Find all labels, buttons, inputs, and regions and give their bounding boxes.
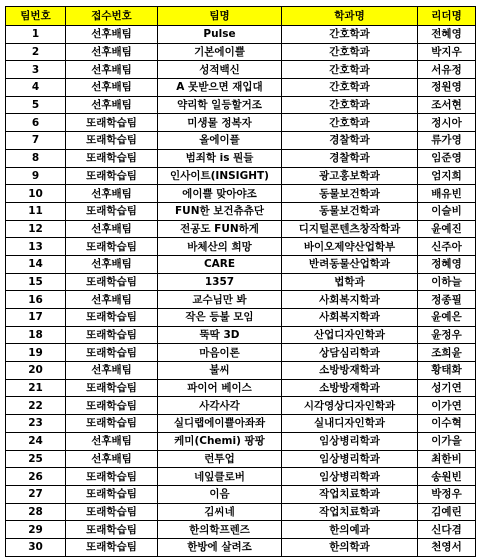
cell-team-number: 10 bbox=[6, 185, 66, 203]
table-row bbox=[6, 132, 476, 150]
cell-leader: 정원영 bbox=[418, 79, 476, 97]
cell-department: 작업치료학과 bbox=[282, 503, 418, 521]
cell-team-number: 24 bbox=[6, 432, 66, 450]
cell-application-type: 또래학습팀 bbox=[66, 397, 158, 415]
cell-team-name: 바체산의 희망 bbox=[158, 238, 282, 256]
cell-application-type: 또래학습팀 bbox=[66, 273, 158, 291]
table-row bbox=[6, 450, 476, 468]
cell-team-number: 5 bbox=[6, 96, 66, 114]
cell-department: 간호학과 bbox=[282, 43, 418, 61]
cell-team-number: 15 bbox=[6, 273, 66, 291]
cell-team-name: A 못받으면 재입대 bbox=[158, 79, 282, 97]
cell-department: 사회복지학과 bbox=[282, 291, 418, 309]
cell-team-name: FUN한 보건츄츄단 bbox=[158, 202, 282, 220]
cell-team-number: 11 bbox=[6, 202, 66, 220]
table-row bbox=[6, 538, 476, 556]
table-row bbox=[6, 485, 476, 503]
cell-application-type: 선후배팀 bbox=[66, 255, 158, 273]
cell-application-type: 선후배팀 bbox=[66, 185, 158, 203]
cell-team-name: 약리학 일등할거조 bbox=[158, 96, 282, 114]
cell-team-number: 26 bbox=[6, 468, 66, 486]
table-row bbox=[6, 149, 476, 167]
cell-team-name: 네잎클로버 bbox=[158, 468, 282, 486]
cell-application-type: 또래학습팀 bbox=[66, 149, 158, 167]
team-table bbox=[5, 6, 476, 557]
cell-leader: 윤예진 bbox=[418, 220, 476, 238]
cell-application-type: 선후배팀 bbox=[66, 79, 158, 97]
cell-department: 간호학과 bbox=[282, 114, 418, 132]
table-row bbox=[6, 61, 476, 79]
cell-team-name: 이음 bbox=[158, 485, 282, 503]
table-row bbox=[6, 238, 476, 256]
cell-team-number: 30 bbox=[6, 538, 66, 556]
cell-department: 임상병리학과 bbox=[282, 432, 418, 450]
cell-application-type: 선후배팀 bbox=[66, 291, 158, 309]
cell-application-type: 선후배팀 bbox=[66, 96, 158, 114]
cell-team-name: 작은 등불 모임 bbox=[158, 309, 282, 327]
cell-team-number: 16 bbox=[6, 291, 66, 309]
table-row bbox=[6, 114, 476, 132]
team-table-container bbox=[5, 6, 476, 557]
cell-application-type: 또래학습팀 bbox=[66, 326, 158, 344]
cell-team-name: 불씨 bbox=[158, 362, 282, 380]
cell-department: 작업치료학과 bbox=[282, 485, 418, 503]
cell-team-number: 2 bbox=[6, 43, 66, 61]
table-row bbox=[6, 96, 476, 114]
cell-leader: 이하늘 bbox=[418, 273, 476, 291]
cell-leader: 임준영 bbox=[418, 149, 476, 167]
header-team-number: 팀번호 bbox=[6, 7, 66, 26]
cell-team-number: 6 bbox=[6, 114, 66, 132]
cell-leader: 류가영 bbox=[418, 132, 476, 150]
cell-leader: 이가연 bbox=[418, 397, 476, 415]
table-row bbox=[6, 185, 476, 203]
header-application-type: 접수번호 bbox=[66, 7, 158, 26]
table-row bbox=[6, 344, 476, 362]
table-row bbox=[6, 379, 476, 397]
cell-team-number: 4 bbox=[6, 79, 66, 97]
header-leader: 리더명 bbox=[418, 7, 476, 26]
cell-team-number: 22 bbox=[6, 397, 66, 415]
cell-leader: 성기연 bbox=[418, 379, 476, 397]
table-row bbox=[6, 468, 476, 486]
cell-team-name: Pulse bbox=[158, 26, 282, 44]
cell-team-name: 성적백신 bbox=[158, 61, 282, 79]
cell-application-type: 선후배팀 bbox=[66, 61, 158, 79]
cell-team-number: 8 bbox=[6, 149, 66, 167]
cell-team-name: 김씨네 bbox=[158, 503, 282, 521]
cell-department: 간호학과 bbox=[282, 79, 418, 97]
cell-team-name: CARE bbox=[158, 255, 282, 273]
table-row bbox=[6, 43, 476, 61]
cell-team-name: 교수님만 봐 bbox=[158, 291, 282, 309]
cell-leader: 김예린 bbox=[418, 503, 476, 521]
cell-leader: 이슬비 bbox=[418, 202, 476, 220]
cell-application-type: 또래학습팀 bbox=[66, 167, 158, 185]
cell-leader: 정시아 bbox=[418, 114, 476, 132]
cell-leader: 전혜영 bbox=[418, 26, 476, 44]
cell-application-type: 또래학습팀 bbox=[66, 415, 158, 433]
cell-team-number: 25 bbox=[6, 450, 66, 468]
cell-application-type: 또래학습팀 bbox=[66, 344, 158, 362]
cell-leader: 황태화 bbox=[418, 362, 476, 380]
cell-leader: 윤정우 bbox=[418, 326, 476, 344]
cell-team-name: 인사이트(INSIGHT) bbox=[158, 167, 282, 185]
cell-team-name: 기본에이쁠 bbox=[158, 43, 282, 61]
cell-department: 경찰학과 bbox=[282, 132, 418, 150]
cell-team-number: 27 bbox=[6, 485, 66, 503]
cell-department: 바이오제약산업학부 bbox=[282, 238, 418, 256]
cell-application-type: 선후배팀 bbox=[66, 43, 158, 61]
table-row bbox=[6, 415, 476, 433]
table-row bbox=[6, 220, 476, 238]
cell-department: 시각영상디자인학과 bbox=[282, 397, 418, 415]
cell-team-number: 23 bbox=[6, 415, 66, 433]
table-row bbox=[6, 326, 476, 344]
cell-application-type: 또래학습팀 bbox=[66, 238, 158, 256]
cell-team-number: 7 bbox=[6, 132, 66, 150]
cell-department: 간호학과 bbox=[282, 26, 418, 44]
cell-team-number: 14 bbox=[6, 255, 66, 273]
table-row bbox=[6, 521, 476, 539]
cell-team-name: 한방에 살려조 bbox=[158, 538, 282, 556]
cell-leader: 윤예은 bbox=[418, 309, 476, 327]
cell-department: 한의예과 bbox=[282, 521, 418, 539]
cell-application-type: 또래학습팀 bbox=[66, 132, 158, 150]
cell-team-name: 올에이플 bbox=[158, 132, 282, 150]
cell-application-type: 또래학습팀 bbox=[66, 114, 158, 132]
cell-team-name: 에이쁠 맞아야조 bbox=[158, 185, 282, 203]
cell-application-type: 또래학습팀 bbox=[66, 468, 158, 486]
cell-leader: 신주아 bbox=[418, 238, 476, 256]
header-team-name: 팀명 bbox=[158, 7, 282, 26]
cell-team-name: 뚝딱 3D bbox=[158, 326, 282, 344]
cell-leader: 정종필 bbox=[418, 291, 476, 309]
cell-department: 동물보건학과 bbox=[282, 202, 418, 220]
cell-leader: 박정우 bbox=[418, 485, 476, 503]
cell-team-number: 13 bbox=[6, 238, 66, 256]
cell-department: 경찰학과 bbox=[282, 149, 418, 167]
cell-application-type: 선후배팀 bbox=[66, 450, 158, 468]
table-row bbox=[6, 503, 476, 521]
cell-team-name: 마음이론 bbox=[158, 344, 282, 362]
cell-leader: 신다겸 bbox=[418, 521, 476, 539]
cell-leader: 최한비 bbox=[418, 450, 476, 468]
table-row bbox=[6, 291, 476, 309]
cell-application-type: 선후배팀 bbox=[66, 220, 158, 238]
cell-application-type: 또래학습팀 bbox=[66, 485, 158, 503]
cell-leader: 이가을 bbox=[418, 432, 476, 450]
cell-team-number: 12 bbox=[6, 220, 66, 238]
cell-department: 디지털콘텐츠창작학과 bbox=[282, 220, 418, 238]
cell-team-number: 17 bbox=[6, 309, 66, 327]
cell-department: 산업디자인학과 bbox=[282, 326, 418, 344]
cell-team-number: 20 bbox=[6, 362, 66, 380]
cell-department: 간호학과 bbox=[282, 61, 418, 79]
cell-leader: 서유정 bbox=[418, 61, 476, 79]
table-row bbox=[6, 202, 476, 220]
cell-leader: 조서현 bbox=[418, 96, 476, 114]
cell-team-number: 19 bbox=[6, 344, 66, 362]
cell-department: 간호학과 bbox=[282, 96, 418, 114]
cell-team-number: 29 bbox=[6, 521, 66, 539]
cell-department: 동물보건학과 bbox=[282, 185, 418, 203]
table-row bbox=[6, 432, 476, 450]
cell-team-name: 케미(Chemi) 팡팡 bbox=[158, 432, 282, 450]
cell-application-type: 선후배팀 bbox=[66, 432, 158, 450]
cell-department: 한의학과 bbox=[282, 538, 418, 556]
cell-department: 소방방재학과 bbox=[282, 379, 418, 397]
cell-application-type: 또래학습팀 bbox=[66, 202, 158, 220]
cell-department: 반려동물산업학과 bbox=[282, 255, 418, 273]
cell-leader: 송원빈 bbox=[418, 468, 476, 486]
cell-leader: 정혜영 bbox=[418, 255, 476, 273]
header-row bbox=[6, 7, 476, 26]
table-row bbox=[6, 397, 476, 415]
cell-team-number: 18 bbox=[6, 326, 66, 344]
cell-team-name: 런투업 bbox=[158, 450, 282, 468]
cell-leader: 배유빈 bbox=[418, 185, 476, 203]
cell-team-name: 1357 bbox=[158, 273, 282, 291]
table-row bbox=[6, 255, 476, 273]
cell-department: 법학과 bbox=[282, 273, 418, 291]
table-row bbox=[6, 26, 476, 44]
cell-department: 임상병리학과 bbox=[282, 450, 418, 468]
cell-team-number: 3 bbox=[6, 61, 66, 79]
cell-department: 상담심리학과 bbox=[282, 344, 418, 362]
cell-team-name: 실디랩에이쁠아좌좌 bbox=[158, 415, 282, 433]
cell-application-type: 또래학습팀 bbox=[66, 379, 158, 397]
cell-application-type: 또래학습팀 bbox=[66, 503, 158, 521]
header-department: 학과명 bbox=[282, 7, 418, 26]
cell-department: 소방방재학과 bbox=[282, 362, 418, 380]
cell-team-number: 21 bbox=[6, 379, 66, 397]
cell-leader: 엄지희 bbox=[418, 167, 476, 185]
cell-leader: 박지우 bbox=[418, 43, 476, 61]
cell-application-type: 선후배팀 bbox=[66, 362, 158, 380]
table-row bbox=[6, 167, 476, 185]
table-body bbox=[6, 26, 476, 557]
cell-team-name: 한의학프렌즈 bbox=[158, 521, 282, 539]
table-row bbox=[6, 273, 476, 291]
cell-team-name: 미생물 정복자 bbox=[158, 114, 282, 132]
cell-team-name: 전공도 FUN하게 bbox=[158, 220, 282, 238]
cell-team-number: 9 bbox=[6, 167, 66, 185]
cell-application-type: 또래학습팀 bbox=[66, 309, 158, 327]
cell-department: 광고홍보학과 bbox=[282, 167, 418, 185]
cell-department: 임상병리학과 bbox=[282, 468, 418, 486]
table-row bbox=[6, 362, 476, 380]
cell-department: 사회복지학과 bbox=[282, 309, 418, 327]
cell-department: 실내디자인학과 bbox=[282, 415, 418, 433]
cell-team-number: 28 bbox=[6, 503, 66, 521]
cell-team-name: 범죄학 is 뭔들 bbox=[158, 149, 282, 167]
cell-team-name: 사각사각 bbox=[158, 397, 282, 415]
cell-application-type: 또래학습팀 bbox=[66, 521, 158, 539]
table-row bbox=[6, 79, 476, 97]
cell-leader: 이수혁 bbox=[418, 415, 476, 433]
cell-application-type: 선후배팀 bbox=[66, 26, 158, 44]
cell-team-number: 1 bbox=[6, 26, 66, 44]
cell-leader: 천영서 bbox=[418, 538, 476, 556]
table-row bbox=[6, 309, 476, 327]
cell-leader: 조희윤 bbox=[418, 344, 476, 362]
cell-application-type: 또래학습팀 bbox=[66, 538, 158, 556]
cell-team-name: 파이어 베이스 bbox=[158, 379, 282, 397]
